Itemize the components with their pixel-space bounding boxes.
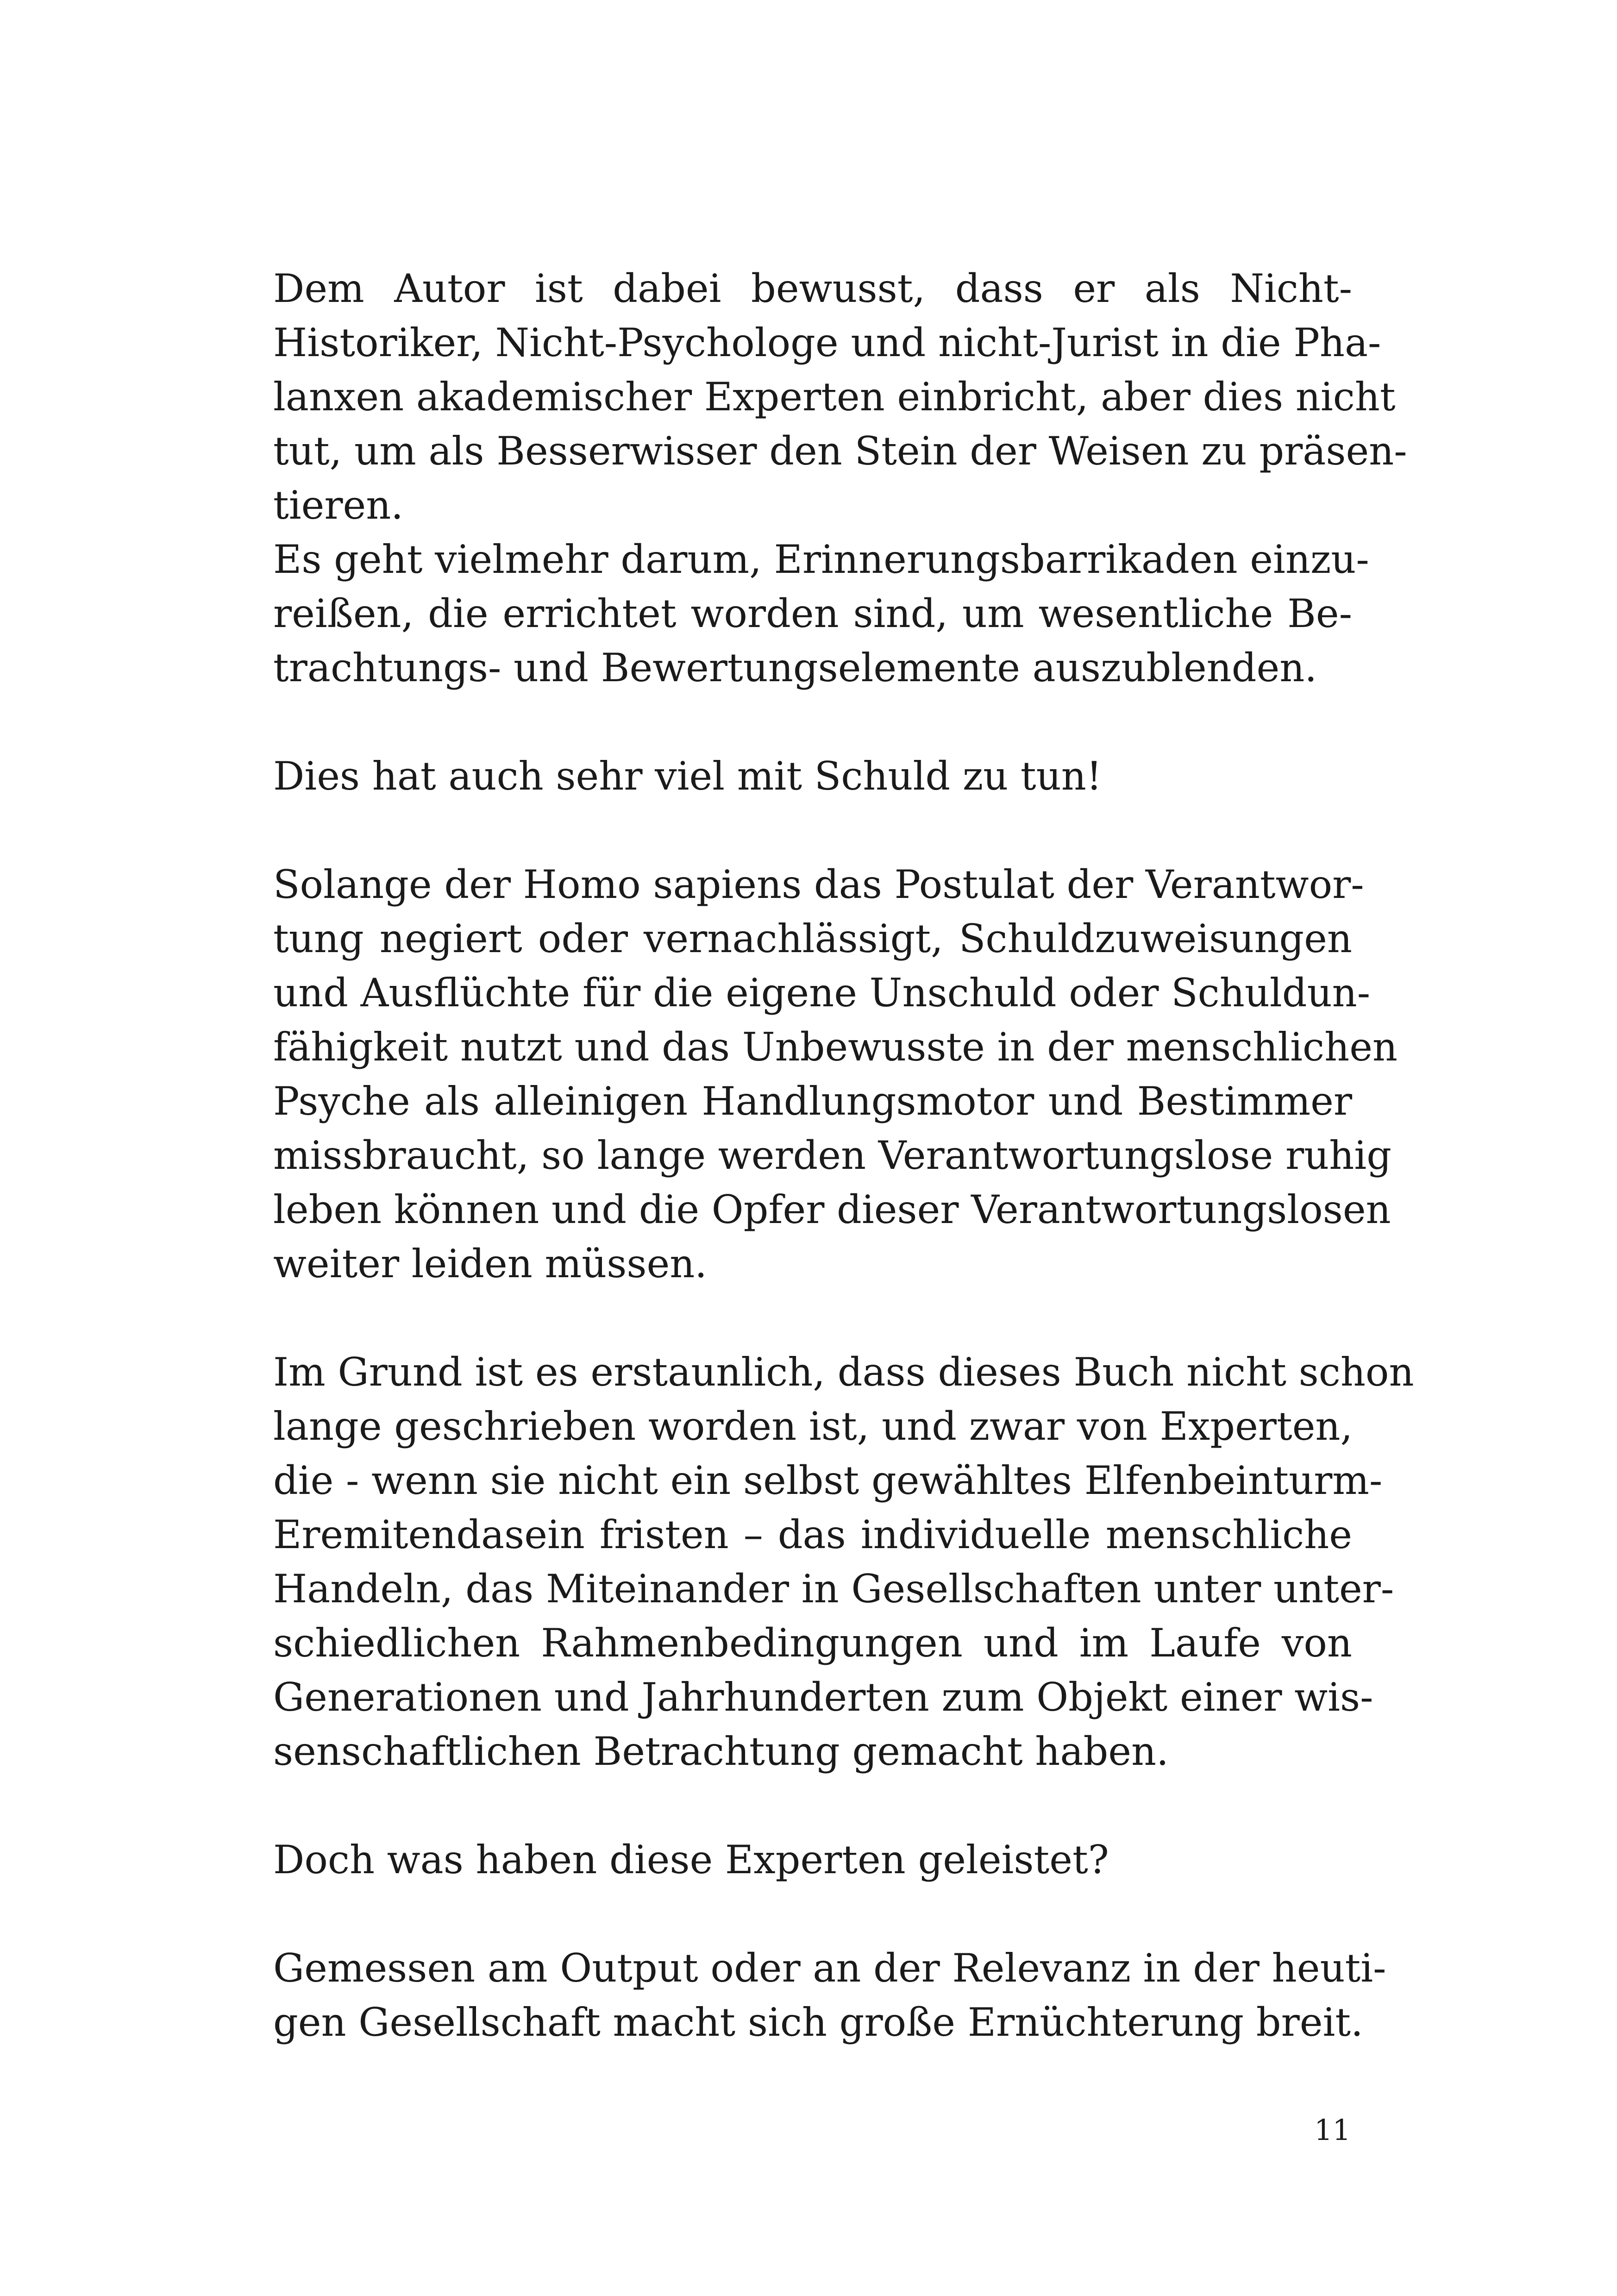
text-line: senschaftlichen Betrachtung gemacht haben. (273, 1729, 1169, 1774)
text-line: und Ausflüchte für die eigene Unschuld oder Schuldun- (273, 970, 1371, 1016)
text-line: Dies hat auch sehr viel mit Schuld zu tun! (273, 753, 1102, 799)
text-line: fähigkeit nutzt und das Unbewusste in der menschlichen (273, 1024, 1398, 1070)
text-line: Doch was haben diese Experten geleistet? (273, 1837, 1109, 1882)
text-line: Handeln, das Miteinander in Gesellschaften unter unter- (273, 1566, 1394, 1612)
text-line: Im Grund ist es erstaunlich, dass dieses Buch nicht schon (273, 1349, 1414, 1395)
text-line: leben können und die Opfer dieser Verantwortungslosen (273, 1187, 1391, 1232)
text-line: Gemessen am Output oder an der Relevanz in der heuti- (273, 1945, 1386, 1991)
text-line: die - wenn sie nicht ein selbst gewähltes Elfenbeinturm- (273, 1458, 1383, 1503)
text-line: Dem Autor ist dabei bewusst, dass er als Nicht- (273, 266, 1352, 311)
text-line: trachtungs- und Bewertungselemente auszublenden. (273, 645, 1317, 690)
text-line: lange geschrieben worden ist, und zwar von Experten, (273, 1404, 1353, 1449)
text-line: Generationen und Jahrhunderten zum Objekt einer wis- (273, 1675, 1373, 1720)
text-line: weiter leiden müssen. (273, 1241, 708, 1286)
text-line: schiedlichen Rahmenbedingungen und im Laufe von (273, 1620, 1352, 1666)
text-line: missbraucht, so lange werden Verantwortungslose ruhig (273, 1133, 1391, 1178)
body-text (273, 262, 1414, 2050)
paragraph-gap (273, 1291, 1352, 1345)
text-line: lanxen akademischer Experten einbricht, aber dies nicht (273, 374, 1396, 420)
paragraph-gap (273, 803, 1352, 858)
text-line: Psyche als alleinigen Handlungsmotor und Bestimmer (273, 1079, 1352, 1124)
text-line: Eremitendasein fristen – das individuelle menschliche (273, 1512, 1352, 1557)
text-line: tieren. (273, 483, 403, 528)
paragraph-gap (273, 1779, 1352, 1833)
paragraph-gap (273, 695, 1352, 749)
paragraph-gap (273, 1887, 1352, 1941)
text-line: tung negiert oder vernachlässigt, Schuldzuweisungen (273, 916, 1352, 961)
text-line: gen Gesellschaft macht sich große Ernüchterung breit. (273, 2000, 1363, 2045)
text-line: Historiker, Nicht-Psychologe und nicht-Jurist in die Pha- (273, 320, 1381, 365)
text-line: reißen, die errichtet worden sind, um wesentliche Be- (273, 591, 1352, 636)
page-number: 11 (1314, 2113, 1351, 2147)
text-line: tut, um als Besserwisser den Stein der Weisen zu präsen- (273, 428, 1407, 474)
text-line: Es geht vielmehr darum, Erinnerungsbarrikaden einzu- (273, 537, 1369, 582)
text-line: Solange der Homo sapiens das Postulat der Verantwor- (273, 862, 1364, 907)
